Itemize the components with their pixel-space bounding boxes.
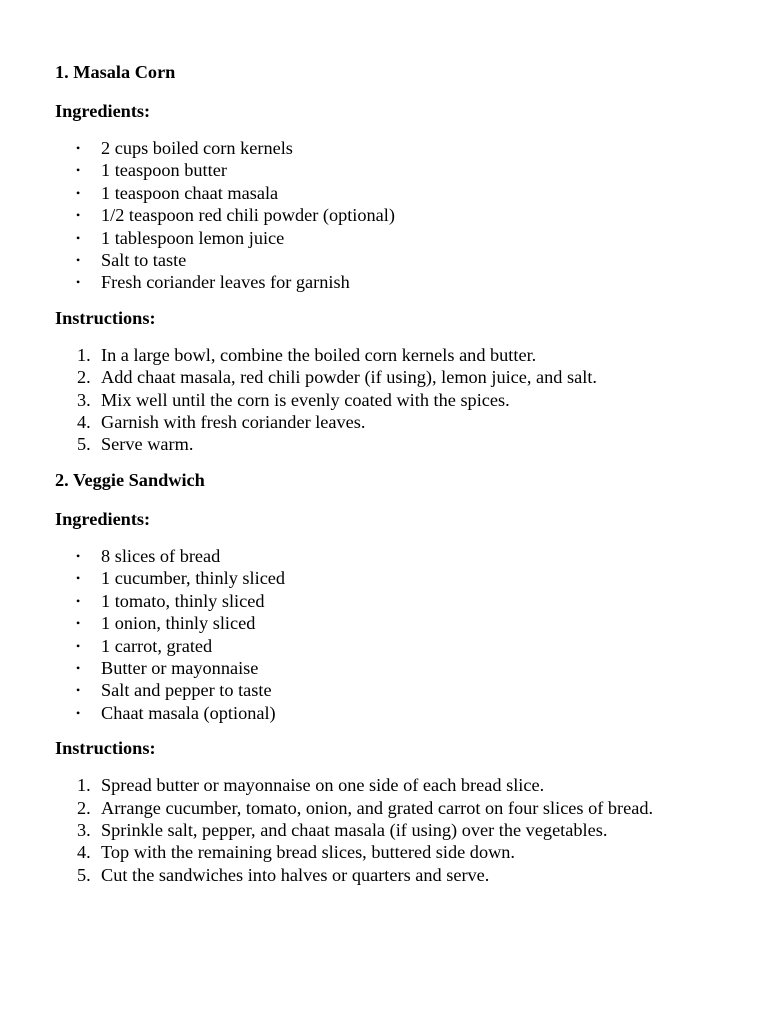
instructions-list <box>55 344 735 456</box>
list-item: • 8 slices of bread <box>76 545 221 566</box>
step-number: 4. <box>77 842 91 863</box>
step-item: 1. Spread butter or mayonnaise on one side of each bread slice. <box>77 775 545 796</box>
step-item: 3. Mix well until the corn is evenly coated with the spices. <box>77 389 510 410</box>
step-item: 3. Sprinkle salt, pepper, and chaat masala (if using) over the vegetables. <box>77 819 608 840</box>
bullet-icon: • <box>76 593 81 608</box>
step-item: 5. Cut the sandwiches into halves or quarters and serve. <box>77 864 490 885</box>
bullet-icon: • <box>76 705 81 720</box>
ingredients-list <box>55 137 735 294</box>
step-number: 3. <box>77 819 91 840</box>
recipe-title: 1. Masala Corn <box>55 62 176 82</box>
bullet-icon: • <box>76 230 81 245</box>
ingredients-heading: Ingredients: <box>55 101 151 121</box>
step-number: 3. <box>77 389 91 410</box>
step-number: 4. <box>77 412 91 433</box>
bullet-icon: • <box>76 253 81 268</box>
list-item: • Chaat masala (optional) <box>76 702 276 723</box>
step-number: 5. <box>77 864 91 885</box>
list-item: • 1/2 teaspoon red chili powder (optional) <box>76 205 395 226</box>
bullet-icon: • <box>76 548 81 563</box>
bullet-icon: • <box>76 275 81 290</box>
step-number: 5. <box>77 434 91 455</box>
ingredients-heading: Ingredients: <box>55 508 151 529</box>
recipe-veggie-sandwich <box>55 466 735 886</box>
list-item: • 1 teaspoon chaat masala <box>76 182 279 203</box>
step-item: 1. In a large bowl, combine the boiled corn kernels and butter. <box>77 344 537 365</box>
list-item: • 1 onion, thinly sliced <box>76 613 256 634</box>
step-number: 1. <box>77 775 91 796</box>
list-item: • Fresh coriander leaves for garnish <box>76 272 350 293</box>
list-item: • 1 tomato, thinly sliced <box>76 590 265 611</box>
bullet-icon: • <box>76 616 81 631</box>
instructions-list <box>55 774 735 886</box>
document-page <box>55 58 735 886</box>
list-item: • Butter or mayonnaise <box>76 657 259 678</box>
ingredients-list <box>55 545 735 724</box>
step-item: 4. Top with the remaining bread slices, buttered side down. <box>77 842 516 863</box>
list-item: • 1 cucumber, thinly sliced <box>76 568 286 589</box>
list-item: • 1 tablespoon lemon juice <box>76 227 285 248</box>
list-item: • Salt and pepper to taste <box>76 680 272 701</box>
step-number: 1. <box>77 344 91 365</box>
step-item: 2. Add chaat masala, red chili powder (if using), lemon juice, and salt. <box>77 367 597 388</box>
instructions-heading: Instructions: <box>55 307 156 328</box>
bullet-icon: • <box>76 571 81 586</box>
bullet-icon: • <box>76 141 81 155</box>
bullet-icon: • <box>76 163 81 178</box>
step-item: 4. Garnish with fresh coriander leaves. <box>77 412 366 433</box>
step-item: 2. Arrange cucumber, tomato, onion, and grated carrot on four slices of bread. <box>77 797 654 818</box>
recipe-masala-corn <box>55 58 735 456</box>
list-item: • 2 cups boiled corn kernels <box>76 138 293 158</box>
bullet-icon: • <box>76 208 81 223</box>
list-item: • Salt to taste <box>76 250 187 271</box>
bullet-icon: • <box>76 638 81 653</box>
list-item: • 1 carrot, grated <box>76 635 213 656</box>
recipe-title: 2. Veggie Sandwich <box>55 469 205 490</box>
step-item: 5. Serve warm. <box>77 434 194 455</box>
bullet-icon: • <box>76 660 81 675</box>
instructions-heading: Instructions: <box>55 738 156 759</box>
bullet-icon: • <box>76 683 81 698</box>
step-number: 2. <box>77 797 91 818</box>
step-number: 2. <box>77 367 91 388</box>
bullet-icon: • <box>76 185 81 200</box>
list-item: • 1 teaspoon butter <box>76 160 227 181</box>
